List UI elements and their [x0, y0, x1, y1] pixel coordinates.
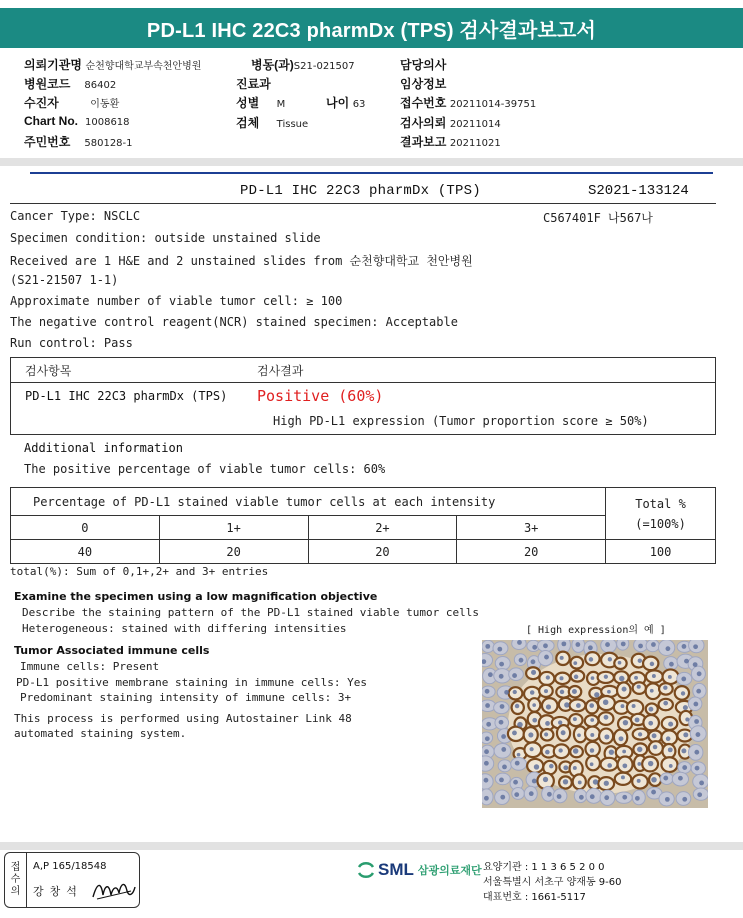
table-row [11, 540, 716, 564]
micro-nucleus [678, 776, 683, 781]
micro-nucleus [622, 687, 627, 692]
micro-nucleus [545, 750, 550, 755]
examine-line2: Heterogeneous: stained with differing intensities [22, 622, 347, 635]
micro-nucleus [638, 644, 643, 649]
micro-nucleus [484, 778, 489, 783]
micro-nucleus [572, 689, 577, 694]
micro-nucleus [517, 753, 521, 757]
micro-nucleus [499, 674, 504, 679]
viable-cells: Approximate number of viable tumor cell: ≥ 100 [10, 294, 343, 308]
micro-nucleus [573, 766, 577, 770]
value-0: 40 [11, 540, 160, 564]
micro-nucleus [590, 794, 595, 799]
micro-nucleus [514, 792, 519, 797]
immune-heading: Tumor Associated immune cells [14, 644, 210, 657]
micro-nucleus [561, 641, 566, 646]
micro-nucleus [513, 780, 518, 785]
micro-nucleus [637, 685, 641, 689]
micro-nucleus [605, 642, 610, 647]
lab-name: 삼광의료재단 [417, 864, 482, 877]
result-header: 검사결과 [257, 364, 304, 378]
micro-nucleus [589, 703, 594, 708]
block-code: C567401F 나567나 [543, 211, 653, 225]
chart-no-field: Chart No. 1008618 [24, 114, 130, 128]
micro-nucleus [604, 734, 609, 739]
micro-nucleus [663, 776, 668, 781]
micro-nucleus [563, 765, 568, 770]
micro-nucleus [543, 777, 548, 782]
microscopy-image-svg [482, 640, 708, 808]
test-item: PD-L1 IHC 22C3 pharmDx (TPS) [25, 389, 228, 403]
signature-box [4, 852, 140, 908]
intensity-header: Percentage of PD-L1 stained viable tumor cells at each intensity [11, 488, 606, 516]
micro-nucleus [604, 675, 608, 679]
micro-nucleus [637, 762, 641, 766]
value-2plus: 20 [308, 540, 457, 564]
micro-nucleus [648, 721, 653, 726]
sex-field: 성별 M [236, 96, 286, 110]
micro-nucleus [564, 702, 569, 707]
examine-line1: Describe the staining pattern of the PD-L1 stained viable tumor cells [22, 606, 479, 619]
receipt-no-field: 접수번호 20211014-39751 [400, 96, 537, 110]
micro-nucleus [497, 647, 502, 652]
micro-nucleus [484, 796, 489, 801]
micro-nucleus [663, 701, 668, 706]
micro-nucleus [651, 777, 657, 783]
micro-nucleus [532, 779, 537, 784]
micro-nucleus [574, 675, 579, 680]
received-slides: Received are 1 H&E and 2 unstained slides from 순천향대학교 천안병원 [10, 254, 473, 268]
process-line2: automated staining system. [14, 727, 187, 740]
micro-nucleus [695, 766, 700, 771]
micro-nucleus [561, 730, 566, 735]
micro-nucleus [512, 673, 517, 678]
micro-nucleus [577, 733, 581, 737]
micro-nucleus [485, 736, 490, 741]
micro-nucleus [622, 795, 627, 800]
micro-nucleus [512, 730, 517, 735]
micro-nucleus [693, 662, 698, 667]
micro-nucleus [559, 676, 563, 680]
image-caption: [ High expression의 예 ] [526, 625, 666, 636]
doctor-field: 담당의사 [400, 58, 447, 72]
micro-nucleus [532, 645, 537, 650]
micro-nucleus [609, 749, 614, 754]
micro-nucleus [484, 749, 489, 754]
value-1plus: 20 [159, 540, 308, 564]
micro-nucleus [546, 704, 551, 709]
micro-nucleus [499, 777, 504, 782]
micro-nucleus [666, 646, 671, 651]
micro-nucleus [590, 748, 595, 753]
additional-heading: Additional information [24, 441, 183, 455]
lab-code: 요양기관 : 1 1 3 6 5 2 0 0 [483, 862, 605, 873]
micro-nucleus [651, 790, 656, 795]
micro-nucleus [544, 689, 548, 693]
received-ref: (S21-21507 1-1) [10, 273, 119, 287]
resident-no-field: 주민번호 580128-1 [24, 135, 133, 149]
micro-nucleus [531, 670, 536, 675]
micro-nucleus [699, 781, 704, 786]
micro-nucleus [588, 645, 593, 650]
micro-nucleus [501, 747, 506, 752]
result-box [10, 357, 716, 435]
micro-nucleus [650, 689, 654, 693]
result-interpretation: High PD-L1 expression (Tumor proportion score ≥ 50%) [273, 414, 649, 428]
micro-nucleus [697, 792, 702, 797]
specimen-field: 검체 Tissue [236, 116, 309, 130]
micro-nucleus [681, 691, 685, 695]
micro-nucleus [578, 781, 582, 785]
micro-nucleus [501, 734, 506, 739]
micro-cell [627, 700, 643, 714]
micro-nucleus [622, 763, 627, 768]
micro-nucleus [500, 795, 505, 800]
value-total: 100 [606, 540, 716, 564]
micro-nucleus [519, 658, 524, 663]
micro-nucleus [591, 676, 595, 680]
micro-nucleus [682, 644, 687, 649]
micro-nucleus [619, 736, 624, 741]
micro-nucleus [651, 642, 656, 647]
micro-nucleus [682, 765, 687, 770]
micro-nucleus [532, 703, 536, 707]
micro-nucleus [529, 791, 534, 796]
micro-nucleus [623, 720, 628, 725]
micro-nucleus [534, 764, 539, 769]
micro-nucleus [557, 794, 562, 799]
institution-field: 의뢰기관명 순천향대학교부속천안병원 [24, 58, 202, 72]
micro-nucleus [579, 795, 584, 800]
total-header-line1: Total % [635, 496, 686, 511]
micro-nucleus [604, 795, 609, 800]
micro-nucleus [575, 642, 580, 647]
micro-nucleus [634, 676, 638, 680]
micro-nucleus [499, 720, 504, 725]
micro-nucleus [652, 733, 657, 738]
ncr-status: The negative control reagent(NCR) stained specimen: Acceptable [10, 315, 458, 329]
micro-nucleus [486, 722, 491, 727]
micro-nucleus [622, 750, 626, 754]
micro-nucleus [590, 718, 594, 722]
level-1plus: 1+ [159, 516, 308, 540]
micro-nucleus [485, 644, 490, 649]
footer-divider [0, 842, 743, 850]
micro-nucleus [604, 715, 609, 720]
level-2plus: 2+ [308, 516, 457, 540]
title-rule [10, 203, 716, 204]
report-id: S2021-133124 [588, 183, 689, 199]
total-note: total(%): Sum of 0,1+,2+ and 3+ entries [10, 565, 269, 578]
divider-band [0, 158, 743, 166]
micro-nucleus [560, 656, 564, 660]
micro-nucleus [632, 704, 636, 708]
micro-nucleus [638, 732, 642, 736]
micro-nucleus [573, 717, 577, 721]
micro-nucleus [621, 642, 626, 647]
item-header: 검사항목 [25, 364, 72, 378]
micro-nucleus [530, 690, 535, 695]
micro-nucleus [560, 690, 565, 695]
lab-logo-text: SML [378, 860, 414, 879]
level-0: 0 [11, 516, 160, 540]
micro-nucleus [607, 690, 611, 694]
micro-nucleus [499, 662, 504, 667]
micro-nucleus [573, 661, 577, 665]
micro-nucleus [488, 672, 493, 677]
lab-address: 서울특별시 서초구 양재동 9-60 [483, 877, 622, 888]
pathologist-name: 강창석 [33, 885, 83, 898]
micro-nucleus [515, 704, 520, 709]
blue-divider [30, 172, 713, 174]
micro-nucleus [684, 659, 689, 664]
micro-nucleus [517, 722, 523, 728]
micro-nucleus [544, 655, 549, 660]
micro-nucleus [500, 704, 505, 709]
micro-nucleus [593, 779, 598, 784]
micro-nucleus [653, 745, 658, 750]
micro-nucleus [621, 704, 625, 708]
micro-nucleus [648, 761, 653, 766]
lab-phone: 대표번호 : 1661-5117 [483, 892, 586, 903]
dept-field: 병동(과)S21-021507 [251, 58, 355, 72]
micro-nucleus [485, 689, 490, 694]
micro-nucleus [635, 796, 640, 801]
micro-nucleus [638, 659, 642, 663]
micro-nucleus [590, 762, 594, 766]
value-3plus: 20 [457, 540, 606, 564]
micro-nucleus [681, 748, 686, 753]
micro-nucleus [618, 661, 622, 665]
report-header-title: PD-L1 IHC 22C3 pharmDx (TPS) 검사결과보고서 [0, 8, 743, 48]
micro-nucleus [484, 761, 489, 766]
micro-nucleus [594, 692, 599, 697]
immune-line2: PD-L1 positive membrane staining in immune cells: Yes [16, 676, 367, 689]
micro-nucleus [649, 707, 654, 712]
micro-nucleus [693, 644, 698, 649]
micro-nucleus [635, 717, 640, 722]
micro-nucleus [668, 675, 672, 679]
intensity-table [10, 487, 716, 564]
micro-nucleus [558, 748, 562, 752]
result-box-rule [11, 382, 715, 383]
examine-heading: Examine the specimen using a low magnification objective [14, 590, 378, 603]
micro-nucleus [652, 674, 656, 678]
micro-nucleus [502, 764, 507, 769]
micro-nucleus [543, 643, 548, 648]
clinical-info-field: 임상정보 [400, 77, 447, 91]
report-date-field: 결과보고 20211021 [400, 135, 501, 149]
micro-nucleus [637, 747, 642, 752]
micro-nucleus [576, 703, 581, 708]
micro-nucleus [693, 702, 698, 707]
micro-nucleus [604, 781, 609, 786]
micro-nucleus [504, 690, 509, 695]
total-header-line2: (=100%) [635, 516, 686, 531]
micro-nucleus [558, 720, 562, 724]
micro-nucleus [685, 717, 689, 721]
micro-nucleus [485, 703, 490, 708]
immune-line3: Predominant staining intensity of immune cells: 3+ [20, 691, 352, 704]
micro-nucleus [694, 750, 699, 755]
micro-nucleus [607, 763, 612, 768]
positive-percentage: The positive percentage of viable tumor cells: 60% [24, 462, 386, 476]
ap-number: A,P 165/18548 [33, 861, 107, 872]
micro-nucleus [694, 719, 699, 724]
micro-nucleus [696, 689, 701, 694]
specimen-condition: Specimen condition: outside unstained slide [10, 231, 321, 245]
micro-nucleus [663, 685, 667, 689]
lab-info [483, 860, 622, 905]
micro-nucleus [517, 640, 522, 645]
lab-logo-icon [356, 860, 376, 880]
lab-logo [356, 860, 482, 880]
department-field: 진료과 [236, 77, 271, 91]
micro-nucleus [528, 732, 533, 737]
micro-nucleus [696, 732, 701, 737]
signature-vertical-label: 접 수 의 [5, 853, 27, 907]
immune-line1: Immune cells: Present [20, 660, 160, 673]
micro-nucleus [547, 792, 552, 797]
micro-nucleus [683, 732, 688, 737]
result-value: Positive (60%) [257, 387, 384, 405]
micro-nucleus [650, 662, 655, 667]
process-line1: This process is performed using Autostainer Link 48 [14, 712, 352, 725]
micro-nucleus [669, 662, 674, 667]
micro-nucleus [697, 671, 702, 676]
level-3plus: 3+ [457, 516, 606, 540]
microscopy-image [482, 640, 708, 808]
run-control: Run control: Pass [10, 336, 133, 350]
micro-nucleus [590, 733, 594, 737]
micro-nucleus [666, 736, 671, 741]
micro-nucleus [573, 748, 579, 754]
handwritten-signature [91, 877, 137, 903]
micro-nucleus [549, 764, 554, 769]
micro-nucleus [637, 779, 641, 783]
table-row [11, 488, 716, 516]
micro-nucleus [682, 797, 687, 802]
request-date-field: 검사의뢰 20211014 [400, 116, 501, 130]
micro-nucleus [515, 761, 520, 766]
age-field: 나이 63 [326, 96, 366, 110]
hospital-code-field: 병원코드 86402 [24, 77, 117, 91]
micro-nucleus [621, 775, 625, 779]
micro-nucleus [531, 659, 536, 664]
micro-nucleus [608, 657, 612, 661]
report-title: PD-L1 IHC 22C3 pharmDx (TPS) [240, 183, 481, 199]
micro-nucleus [669, 764, 673, 768]
micro-nucleus [532, 718, 537, 723]
micro-nucleus [683, 705, 688, 710]
patient-info-block [0, 48, 743, 168]
micro-nucleus [546, 675, 550, 679]
micro-nucleus [665, 797, 670, 802]
micro-nucleus [668, 722, 673, 727]
total-header [606, 488, 716, 540]
patient-field: 수진자 이동환 [24, 96, 120, 110]
micro-nucleus [603, 699, 608, 704]
micro-nucleus [619, 676, 624, 681]
micro-nucleus [530, 747, 534, 751]
cancer-type: Cancer Type: NSCLC [10, 209, 141, 223]
micro-nucleus [513, 690, 517, 694]
micro-nucleus [563, 779, 568, 784]
micro-nucleus [668, 747, 673, 752]
micro-nucleus [589, 657, 594, 662]
micro-nucleus [681, 677, 686, 682]
micro-nucleus [544, 732, 548, 736]
micro-nucleus [545, 721, 550, 726]
